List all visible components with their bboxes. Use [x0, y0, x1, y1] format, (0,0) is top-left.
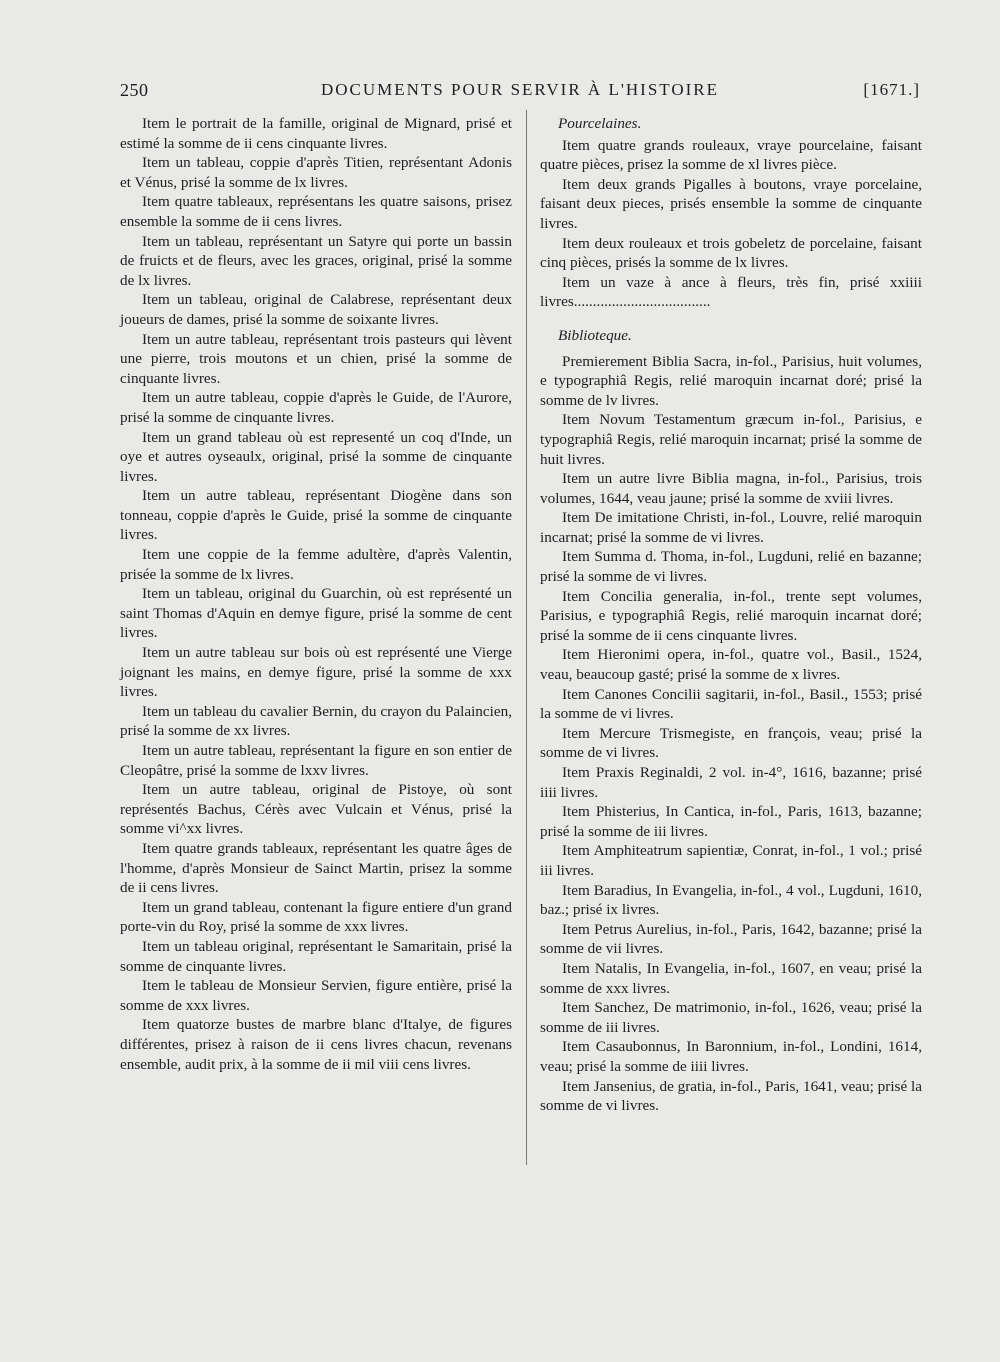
inventory-item: Item un tableau, coppie d'après Titien, représentant Adonis et Vénus, prisé la somme de lx livres. [120, 154, 512, 191]
inventory-item: Item Jansenius, de gratia, in-fol., Paris, 1641, veau; prisé la somme de vi livres. [540, 1077, 922, 1115]
inventory-item: Item Summa d. Thoma, in-fol., Lugduni, relié en bazanne; prisé la somme de vi livres. [540, 548, 922, 586]
section-heading-porcelaines: Pourcelaines. [558, 115, 642, 132]
inventory-item: Item un grand tableau, contenant la figure entiere d'un grand porte-vin du Roy, prisé la somme de xxx livres. [120, 898, 512, 936]
right-column [540, 114, 922, 1116]
inventory-item: Item Phisterius, In Cantica, in-fol., Paris, 1613, bazanne; prisé la somme de iii livres. [540, 803, 922, 840]
inventory-item: Item Baradius, In Evangelia, in-fol., 4 vol., Lugduni, 1610, baz.; prisé ix livres. [540, 881, 922, 919]
inventory-item: Item Casaubonnus, In Baronnium, in-fol., Londini, 1614, veau; prisé la somme de iiii livres. [540, 1038, 922, 1075]
inventory-item: Item un tableau, original du Guarchin, où est représenté un saint Thomas d'Aquin en demye figure, prisé la somme de cent livres. [120, 585, 512, 642]
inventory-item: Item Petrus Aurelius, in-fol., Paris, 1642, bazanne; prisé la somme de vii livres. [540, 920, 922, 958]
inventory-item: Item Natalis, In Evangelia, in-fol., 1607, en veau; prisé la somme de xxx livres. [540, 959, 922, 997]
inventory-item: Item un autre livre Biblia magna, in-fol., Parisius, trois volumes, 1644, veau jaune; prisé la somme de xviii livres. [540, 470, 922, 507]
left-column [120, 114, 512, 1074]
inventory-item: Item un vaze à ance à fleurs, très fin, prisé xxiiii livres.................................... [540, 273, 922, 311]
inventory-item: Item Novum Testamentum græcum in-fol., Parisius, e typographiâ Regis, relié maroquin incarnat; prisé la somme de huit livres. [540, 411, 922, 468]
inventory-item: Item Amphiteatrum sapientiæ, Conrat, in-fol., 1 vol.; prisé iii livres. [540, 842, 922, 879]
inventory-item: Item un autre tableau sur bois où est représenté une Vierge joignant les mains, en demye figure, prisé la somme de xxx livres. [120, 644, 512, 701]
running-header [120, 80, 920, 106]
inventory-item: Item un autre tableau, représentant trois pasteurs qui lèvent une pierre, trois moutons et un chien, prisé la somme de cinquante livres. [120, 330, 512, 387]
inventory-item: Item deux grands Pigalles à boutons, vraye porcelaine, faisant deux pieces, prisés ensemble la somme de cinquante livres. [540, 175, 922, 232]
biblioteque-items [540, 352, 922, 1116]
inventory-item: Item Mercure Trismegiste, en françois, veau; prisé la somme de vi livres. [540, 724, 922, 762]
inventory-item: Item Hieronimi opera, in-fol., quatre vol., Basil., 1524, veau, beaucoup gasté; prisé la somme de x livres. [540, 646, 922, 684]
inventory-item: Item un autre tableau, coppie d'après le Guide, de l'Aurore, prisé la somme de cinquante livres. [120, 389, 512, 426]
year-marker: [1671.] [863, 80, 920, 99]
inventory-item: Item le tableau de Monsieur Servien, figure entière, prisé la somme de xxx livres. [120, 977, 512, 1014]
inventory-item: Item Concilia generalia, in-fol., trente sept volumes, Parisius, e typographiâ Regis, relié maroquin incarnat doré; prisé la somme de ii cens cinquante livres. [540, 587, 922, 644]
inventory-item: Item un autre tableau, représentant la figure en son entier de Cleopâtre, prisé la somme de lxxv livres. [120, 742, 512, 779]
inventory-item: Item le portrait de la famille, original de Mignard, prisé et estimé la somme de ii cens cinquante livres. [120, 115, 512, 152]
page-number: 250 [120, 80, 149, 100]
inventory-item: Item quatre grands tableaux, représentant les quatre âges de l'homme, d'après Monsieur de Sainct Martin, prisez la somme de ii cens livres. [120, 839, 512, 897]
inventory-item: Item un tableau, représentant un Satyre qui porte un bassin de fruicts et de fleurs, avec les graces, original, prisé la somme de lx livres. [120, 232, 512, 289]
inventory-item: Item un tableau original, représentant le Samaritain, prisé la somme de cinquante livres. [120, 937, 512, 975]
inventory-item: Item une coppie de la femme adultère, d'après Valentin, prisée la somme de lx livres. [120, 546, 512, 583]
porcelaines-items [540, 136, 922, 312]
inventory-item: Item un tableau du cavalier Bernin, du crayon du Palaincien, prisé la somme de xx livres. [120, 702, 512, 740]
inventory-item: Item un autre tableau, représentant Diogène dans son tonneau, coppie d'après le Guide, prisé la somme de cinquante livres. [120, 487, 512, 544]
inventory-item: Item quatre grands rouleaux, vraye pourcelaine, faisant quatre pièces, prisez la somme de xl livres pièce. [540, 136, 922, 174]
inventory-item: Item quatre tableaux, représentans les quatre saisons, prisez ensemble la somme de ii cens livres. [120, 193, 512, 230]
inventory-item: Item Canones Concilii sagitarii, in-fol., Basil., 1553; prisé la somme de vi livres. [540, 685, 922, 723]
column-divider [526, 110, 527, 1165]
inventory-item: Item un autre tableau, original de Pistoye, où sont représentés Bachus, Cérès avec Vulcain et Vénus, prisé la somme vi^xx livres. [120, 781, 512, 838]
inventory-item: Premierement Biblia Sacra, in-fol., Parisius, huit volumes, e typographiâ Regis, relié maroquin incarnat doré; prisé la somme de lv livres. [540, 352, 922, 409]
inventory-item: Item quatorze bustes de marbre blanc d'Italye, de figures différentes, prisez à raison de ii cens livres chacun, revenans ensemble, audit prix, à la somme de ii mil viii cens livres. [120, 1016, 512, 1073]
inventory-item: Item Praxis Reginaldi, 2 vol. in-4°, 1616, bazanne; prisé iiii livres. [540, 764, 922, 801]
inventory-item: Item un grand tableau où est representé un coq d'Inde, un oye et autres oyseaulx, original, prisé la somme de cinquante livres. [120, 428, 512, 485]
running-title: DOCUMENTS POUR SERVIR À L'HISTOIRE [320, 80, 720, 99]
inventory-item: Item De imitatione Christi, in-fol., Louvre, relié maroquin incarnat; prisé la somme de vi livres. [540, 509, 922, 546]
inventory-item: Item deux rouleaux et trois gobeletz de porcelaine, faisant cinq pièces, prisés la somme de lx livres. [540, 234, 922, 272]
inventory-item: Item Sanchez, De matrimonio, in-fol., 1626, veau; prisé la somme de iii livres. [540, 999, 922, 1036]
section-heading-biblioteque: Biblioteque. [558, 326, 632, 344]
inventory-item: Item un tableau, original de Calabrese, représentant deux joueurs de dames, prisé la somme de soixante livres. [120, 291, 512, 328]
